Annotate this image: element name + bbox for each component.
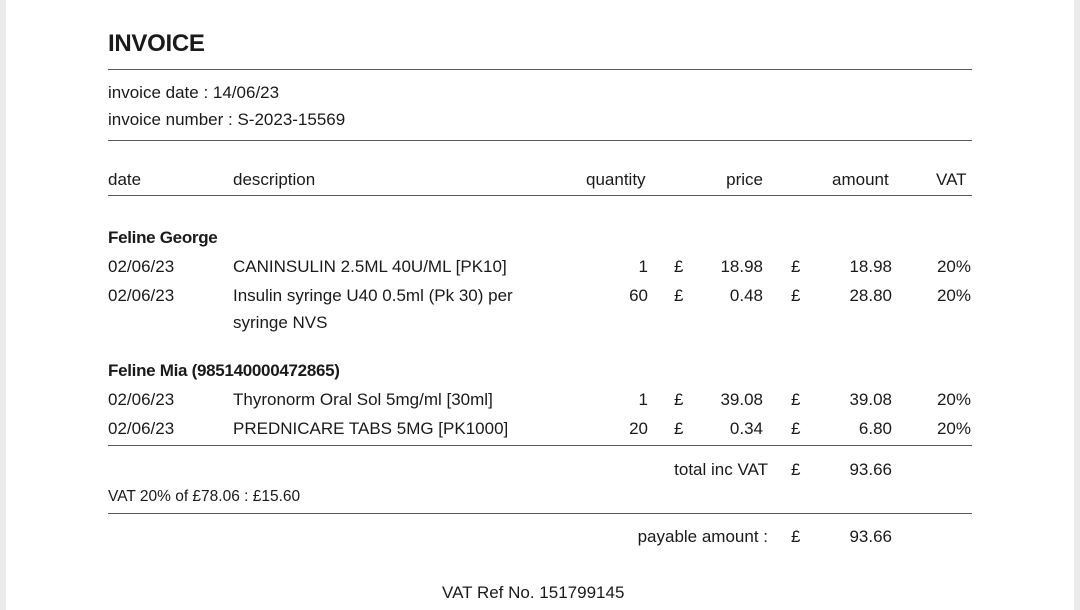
divider: [108, 445, 972, 446]
row-price: 18.98: [720, 257, 763, 276]
vat-summary: VAT 20% of £78.06 : £15.60: [108, 488, 301, 505]
row-date: 02/06/23: [108, 257, 175, 276]
row-amount: 28.80: [849, 286, 892, 305]
currency-symbol: £: [791, 286, 801, 305]
group-heading: Feline Mia (985140000472865): [108, 361, 340, 380]
row-date: 02/06/23: [108, 419, 175, 438]
row-price: 0.34: [729, 419, 763, 438]
row-quantity: 60: [629, 286, 648, 305]
row-description: Insulin syringe U40 0.5ml (Pk 30) per: [233, 286, 513, 305]
row-vat: 20%: [936, 257, 971, 276]
row-description: CANINSULIN 2.5ML 40U/ML [PK10]: [233, 257, 507, 276]
col-header-price: price: [726, 170, 763, 189]
invoice-title: INVOICE: [108, 30, 205, 57]
row-vat: 20%: [936, 286, 971, 305]
col-header-date: date: [108, 170, 142, 189]
row-vat: 20%: [936, 419, 971, 438]
divider: [108, 195, 972, 196]
group-heading: Feline George: [108, 228, 218, 247]
col-header-vat: VAT: [936, 170, 967, 189]
payable-value: 93.66: [849, 527, 892, 546]
currency-symbol: £: [674, 390, 684, 409]
divider: [108, 513, 972, 514]
currency-symbol: £: [791, 390, 801, 409]
row-amount: 39.08: [849, 390, 892, 409]
row-quantity: 20: [629, 419, 648, 438]
row-description: Thyronorm Oral Sol 5mg/ml [30ml]: [233, 390, 493, 409]
row-date: 02/06/23: [108, 286, 175, 305]
currency-symbol: £: [791, 419, 801, 438]
vat-reference: VAT Ref No. 151799145: [442, 583, 625, 602]
col-header-amount: amount: [832, 170, 889, 189]
row-description: PREDNICARE TABS 5MG [PK1000]: [233, 419, 509, 438]
col-header-quantity: quantity: [586, 170, 646, 189]
invoice-number: invoice number : S-2023-15569: [108, 110, 346, 129]
row-price: 0.48: [729, 286, 763, 305]
total-label: total inc VAT: [674, 460, 768, 479]
total-value: 93.66: [849, 460, 892, 479]
divider: [108, 140, 972, 141]
row-quantity: 1: [638, 257, 648, 276]
col-header-description: description: [233, 170, 316, 189]
currency-symbol: £: [791, 527, 801, 546]
invoice-page: [6, 0, 1074, 610]
row-price: 39.08: [720, 390, 763, 409]
currency-symbol: £: [674, 286, 684, 305]
row-quantity: 1: [638, 390, 648, 409]
invoice-date: invoice date : 14/06/23: [108, 83, 280, 102]
row-amount: 6.80: [858, 419, 892, 438]
currency-symbol: £: [791, 257, 801, 276]
currency-symbol: £: [791, 460, 801, 479]
divider: [108, 69, 972, 70]
currency-symbol: £: [674, 419, 684, 438]
currency-symbol: £: [674, 257, 684, 276]
row-date: 02/06/23: [108, 390, 175, 409]
payable-label: payable amount :: [637, 527, 768, 546]
row-amount: 18.98: [849, 257, 892, 276]
row-vat: 20%: [936, 390, 971, 409]
row-description-continued: syringe NVS: [233, 313, 328, 332]
